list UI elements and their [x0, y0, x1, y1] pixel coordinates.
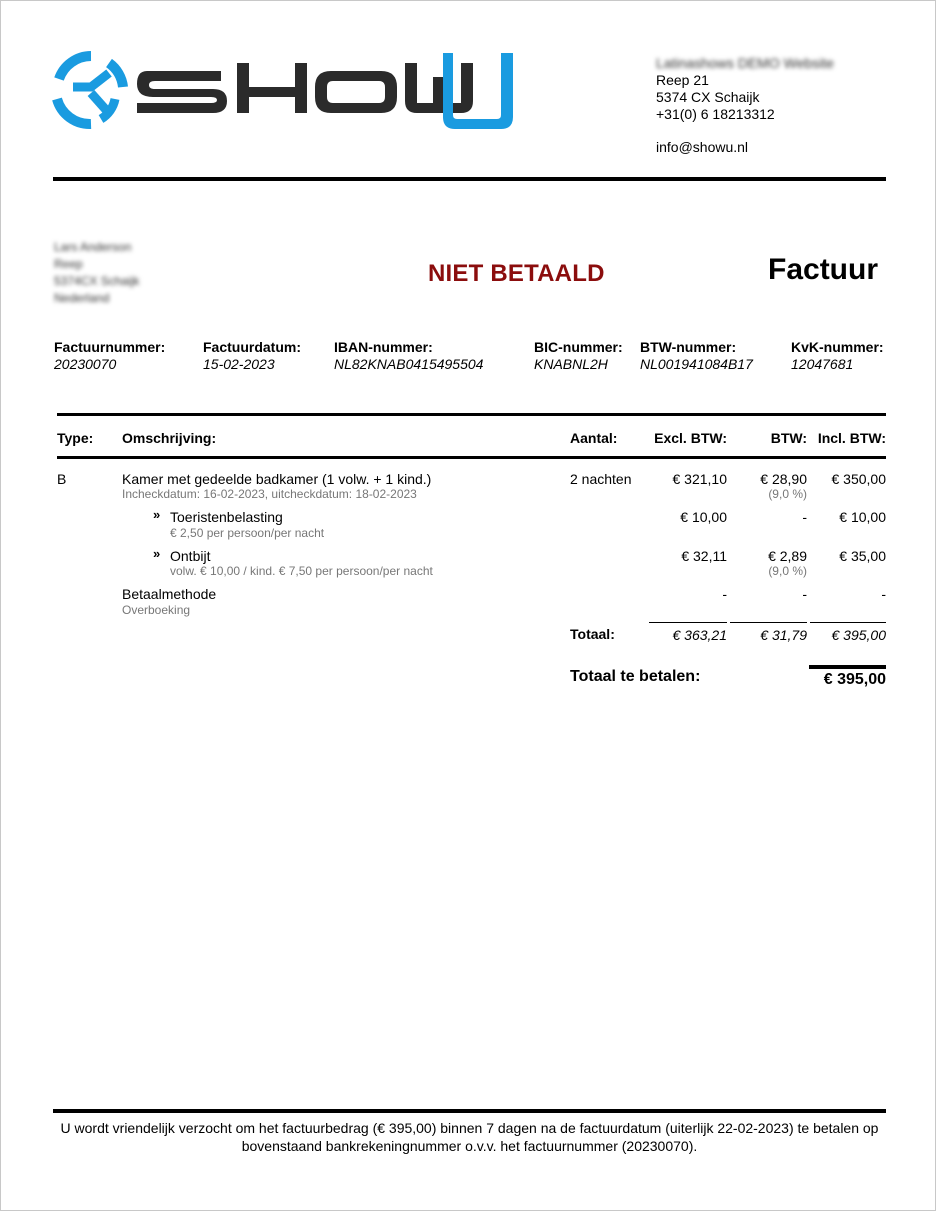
iban-label: IBAN-nummer: — [334, 339, 433, 355]
row1-btw: € 28,90 — [760, 471, 807, 487]
invoice-date-label: Factuurdatum: — [203, 339, 301, 355]
kvk-label: KvK-nummer: — [791, 339, 884, 355]
company-address — [656, 55, 834, 156]
row2-excl: € 10,00 — [680, 509, 727, 525]
btw-number-label: BTW-nummer: — [640, 339, 737, 355]
col-header-excl: Excl. BTW: — [654, 430, 727, 446]
col-header-incl: Incl. BTW: — [817, 430, 886, 446]
total-incl: € 395,00 — [831, 627, 886, 643]
payment-status: NIET BETAALD — [428, 260, 605, 287]
row1-quantity: 2 nachten — [570, 471, 632, 487]
btw-number-value: NL001941084B17 — [640, 356, 753, 372]
row1-incl: € 350,00 — [831, 471, 886, 487]
grand-total-rule — [809, 665, 886, 669]
document-title: Factuur — [768, 253, 879, 286]
row1-description: Kamer met gedeelde badkamer (1 volw. + 1 kind.) — [122, 471, 432, 487]
bic-label: BIC-nummer: — [534, 339, 623, 355]
iban-value: NL82KNAB0415495504 — [334, 356, 484, 372]
invoice-date: 15-02-2023 — [203, 356, 275, 372]
footer-divider — [53, 1109, 886, 1113]
showu-logo — [51, 51, 521, 131]
table-top-rule — [57, 413, 886, 416]
row3-chevron-icon: » — [153, 546, 161, 561]
row2-description: Toeristenbelasting — [170, 509, 283, 525]
col-header-quantity: Aantal: — [570, 430, 618, 446]
kvk-value: 12047681 — [791, 356, 854, 372]
totals-label: Totaal: — [570, 626, 615, 642]
recipient-address — [54, 239, 139, 307]
grand-total-value: € 395,00 — [823, 671, 886, 688]
row4-description: Betaalmethode — [122, 586, 217, 602]
row3-btw-rate: (9,0 %) — [768, 564, 807, 578]
row2-btw: - — [802, 509, 807, 525]
footer-line-2: bovenstaand bankrekeningnummer o.v.v. het factuurnummer (20230070). — [241, 1138, 698, 1154]
row3-btw: € 2,89 — [768, 548, 807, 564]
grand-total-label: Totaal te betalen: — [570, 668, 701, 685]
recipient-name: Lars Anderson — [54, 240, 132, 254]
invoice-number-label: Factuurnummer: — [54, 339, 166, 355]
invoice-number: 20230070 — [54, 356, 117, 372]
total-incl-rule — [810, 622, 886, 623]
total-excl: € 363,21 — [672, 627, 727, 643]
table-header-rule — [57, 456, 886, 459]
row1-sub: Incheckdatum: 16-02-2023, uitcheckdatum: 18-02-2023 — [122, 487, 417, 501]
row4-btw: - — [802, 586, 807, 602]
row4-sub: Overboeking — [122, 603, 191, 617]
row1-type: B — [57, 471, 67, 487]
row2-incl: € 10,00 — [839, 509, 886, 525]
row3-sub: volw. € 10,00 / kind. € 7,50 per persoon/per nacht — [170, 564, 433, 578]
row1-btw-rate: (9,0 %) — [768, 487, 807, 501]
company-street: Reep 21 — [656, 72, 709, 88]
company-name: Latinashows DEMO Website — [656, 55, 834, 71]
row1-excl: € 321,10 — [672, 471, 727, 487]
footer-line-1: U wordt vriendelijk verzocht om het factuurbedrag (€ 395,00) binnen 7 dagen na de factuurdatum (uiterlijk 22-02-2023) te betalen op — [60, 1120, 879, 1136]
total-btw-rule — [730, 622, 807, 623]
recipient-country: Nederland — [54, 291, 110, 305]
company-phone: +31(0) 6 18213312 — [656, 106, 775, 122]
recipient-city: 5374CX Schaijk — [54, 274, 140, 288]
row3-incl: € 35,00 — [839, 548, 886, 564]
col-header-type: Type: — [57, 430, 94, 446]
row2-sub: € 2,50 per persoon/per nacht — [170, 526, 325, 540]
bic-value: KNABNL2H — [534, 356, 608, 372]
total-excl-rule — [649, 622, 727, 623]
payment-instructions — [53, 1119, 886, 1155]
row4-excl: - — [722, 586, 727, 602]
recipient-street: Reep — [54, 257, 83, 271]
row4-incl: - — [881, 586, 886, 602]
row3-description: Ontbijt — [170, 548, 211, 564]
company-city: 5374 CX Schaijk — [656, 89, 760, 105]
total-btw: € 31,79 — [760, 627, 807, 643]
col-header-description: Omschrijving: — [122, 430, 217, 446]
company-email[interactable]: info@showu.nl — [656, 139, 749, 155]
row2-chevron-icon: » — [153, 507, 161, 522]
header-divider — [53, 177, 886, 181]
row3-excl: € 32,11 — [681, 548, 727, 564]
col-header-btw: BTW: — [770, 430, 807, 446]
